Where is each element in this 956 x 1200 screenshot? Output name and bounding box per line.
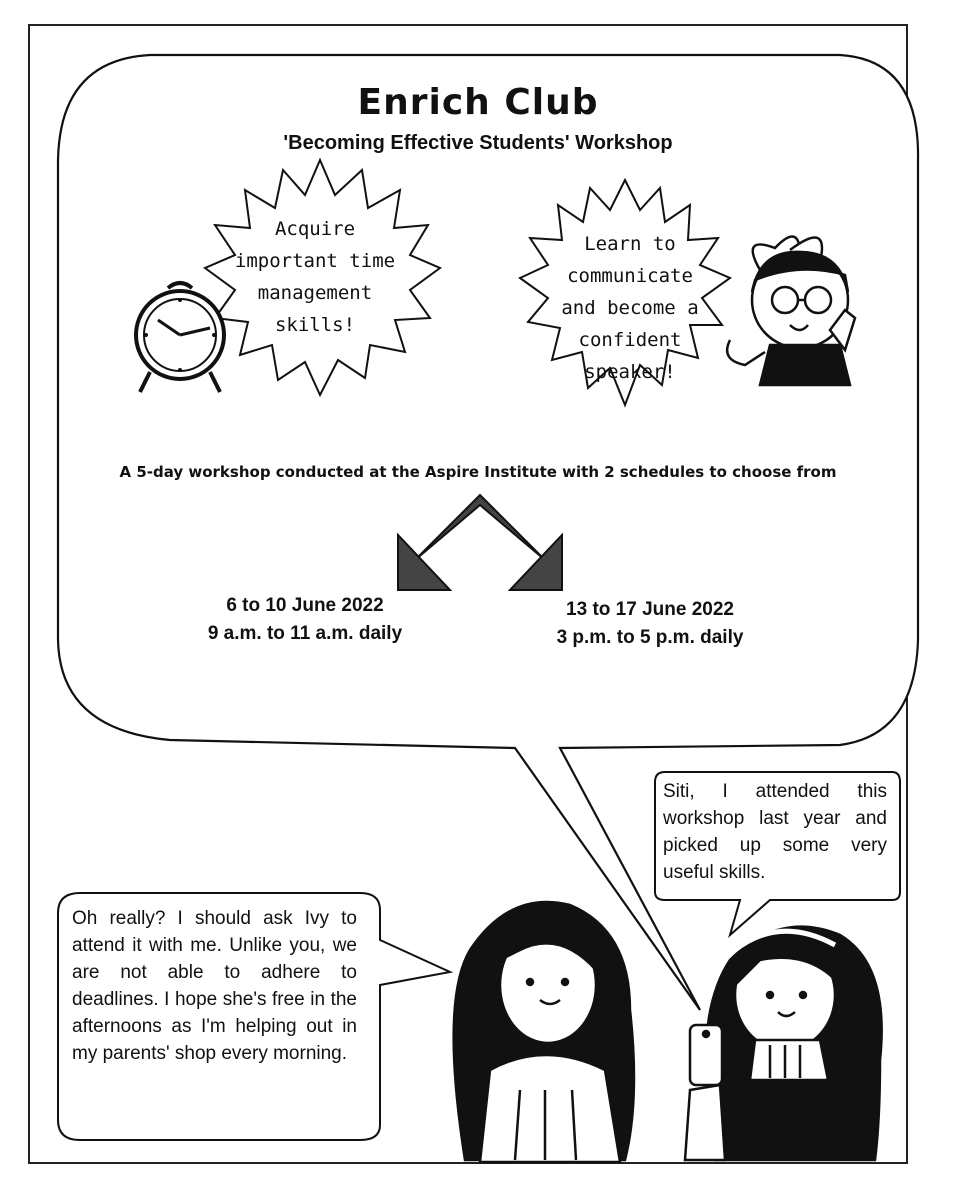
right-burst-line: Learn to (584, 233, 676, 255)
left-burst-line: important time (234, 250, 396, 272)
right-burst-line: speaker! (584, 361, 676, 383)
right-burst-line: and become a (561, 297, 699, 319)
club-name: Enrich Club (357, 82, 599, 123)
schedule-one (160, 592, 450, 648)
workshop-title: 'Becoming Effective Students' Workshop (283, 132, 673, 154)
left-burst-line: management (257, 282, 373, 304)
schedule-times: 9 a.m. to 11 a.m. daily (207, 623, 403, 644)
right-speaker-text: Siti, I attended this workshop last year and picked up some very useful skills. (663, 781, 887, 883)
left-burst-text (210, 213, 420, 341)
left-speaker-text: Oh really? I should ask Ivy to attend it with me. Unlike you, we are not able to adhere to deadlines. I hope she's free in the afternoons as I'm helping out in my parents' shop every morning. (72, 908, 357, 1064)
schedule-dates: 6 to 10 June 2022 (226, 595, 384, 616)
girl-right-with-phone-illustration (685, 927, 882, 1160)
left-burst-line: skills! (274, 314, 356, 336)
right-burst-line: confident (578, 329, 682, 351)
schedule-two (500, 596, 800, 652)
schedule-dates: 13 to 17 June 2022 (566, 599, 734, 620)
schedule-times: 3 p.m. to 5 p.m. daily (556, 627, 744, 648)
right-burst-text (540, 228, 720, 388)
workshop-intro: A 5-day workshop conducted at the Aspire Institute with 2 schedules to choose from (119, 463, 837, 481)
left-burst-line: Acquire (274, 218, 356, 240)
girl-left-illustration (454, 902, 634, 1162)
right-burst-line: communicate (567, 265, 693, 287)
